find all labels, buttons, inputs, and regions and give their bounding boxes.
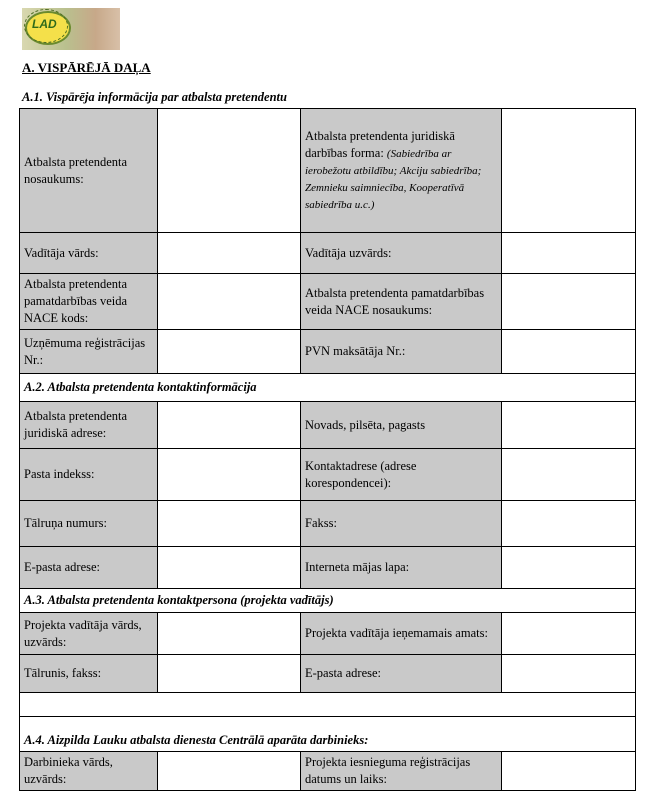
logo-text: LAD xyxy=(32,17,57,31)
label-head-first-name: Vadītāja vārds: xyxy=(20,233,158,274)
input-pm-name[interactable] xyxy=(158,613,301,655)
input-reg-datetime[interactable] xyxy=(502,752,636,791)
label-contact-address: Kontaktadrese (adrese korespondencei): xyxy=(301,449,502,501)
label-legal-form xyxy=(301,109,502,233)
label-website: Interneta mājas lapa: xyxy=(301,547,502,589)
input-reg-no[interactable] xyxy=(158,330,301,374)
label-staff-name: Darbinieka vārds, uzvārds: xyxy=(20,752,158,791)
section-a2-heading: A.2. Atbalsta pretendenta kontaktinformācija xyxy=(20,374,636,402)
label-applicant-name: Atbalsta pretendenta nosaukums: xyxy=(20,109,158,233)
page-section-title: A. VISPĀRĒJĀ DAĻA xyxy=(22,60,151,75)
label-pm-phone-fax: Tālrunis, fakss: xyxy=(20,655,158,693)
label-pm-position: Projekta vadītāja ieņemamais amats: xyxy=(301,613,502,655)
input-contact-address[interactable] xyxy=(502,449,636,501)
input-head-last-name[interactable] xyxy=(502,233,636,274)
input-nace-code[interactable] xyxy=(158,274,301,330)
label-nace-name: Atbalsta pretendenta pamatdarbības veida NACE nosaukums: xyxy=(301,274,502,330)
input-website[interactable] xyxy=(502,547,636,589)
input-vat-no[interactable] xyxy=(502,330,636,374)
lad-logo xyxy=(22,8,120,50)
label-email: E-pasta adrese: xyxy=(20,547,158,589)
legal-form-hint: (Sabiedrība ar ierobežotu atbildību; Akciju sabiedrība; Zemnieku saimniecība, Kooperatīvā sabiedrība u.c.) xyxy=(305,148,482,211)
input-pm-phone-fax[interactable] xyxy=(158,655,301,693)
input-municipality[interactable] xyxy=(502,402,636,449)
label-fax: Fakss: xyxy=(301,501,502,547)
label-nace-code: Atbalsta pretendenta pamatdarbības veida NACE kods: xyxy=(20,274,158,330)
label-head-last-name: Vadītāja uzvārds: xyxy=(301,233,502,274)
label-reg-no: Uzņēmuma reģistrācijas Nr.: xyxy=(20,330,158,374)
label-vat-no: PVN maksātāja Nr.: xyxy=(301,330,502,374)
section-a1-heading: A.1. Vispārēja informācija par atbalsta pretendentu xyxy=(22,90,287,104)
input-head-first-name[interactable] xyxy=(158,233,301,274)
input-staff-name[interactable] xyxy=(158,752,301,791)
label-postcode: Pasta indekss: xyxy=(20,449,158,501)
label-pm-name: Projekta vadītāja vārds, uzvārds: xyxy=(20,613,158,655)
input-pm-position[interactable] xyxy=(502,613,636,655)
input-email[interactable] xyxy=(158,547,301,589)
input-fax[interactable] xyxy=(502,501,636,547)
legal-form-text: Atbalsta pretendenta juridiskā darbības forma: xyxy=(305,129,455,161)
input-pm-email[interactable] xyxy=(502,655,636,693)
input-nace-name[interactable] xyxy=(502,274,636,330)
section-a4-heading: A.4. Aizpilda Lauku atbalsta dienesta Centrālā aparāta darbinieks: xyxy=(20,717,636,752)
label-phone: Tālruņa numurs: xyxy=(20,501,158,547)
input-phone[interactable] xyxy=(158,501,301,547)
input-postcode[interactable] xyxy=(158,449,301,501)
section-a3-heading: A.3. Atbalsta pretendenta kontaktpersona (projekta vadītājs) xyxy=(20,589,636,613)
label-municipality: Novads, pilsēta, pagasts xyxy=(301,402,502,449)
input-legal-address[interactable] xyxy=(158,402,301,449)
label-pm-email: E-pasta adrese: xyxy=(301,655,502,693)
label-reg-datetime: Projekta iesnieguma reģistrācijas datums un laiks: xyxy=(301,752,502,791)
blank-row xyxy=(20,693,636,717)
input-legal-form[interactable] xyxy=(502,109,636,233)
input-applicant-name[interactable] xyxy=(158,109,301,233)
applicant-form-table xyxy=(19,108,636,791)
label-legal-address: Atbalsta pretendenta juridiskā adrese: xyxy=(20,402,158,449)
